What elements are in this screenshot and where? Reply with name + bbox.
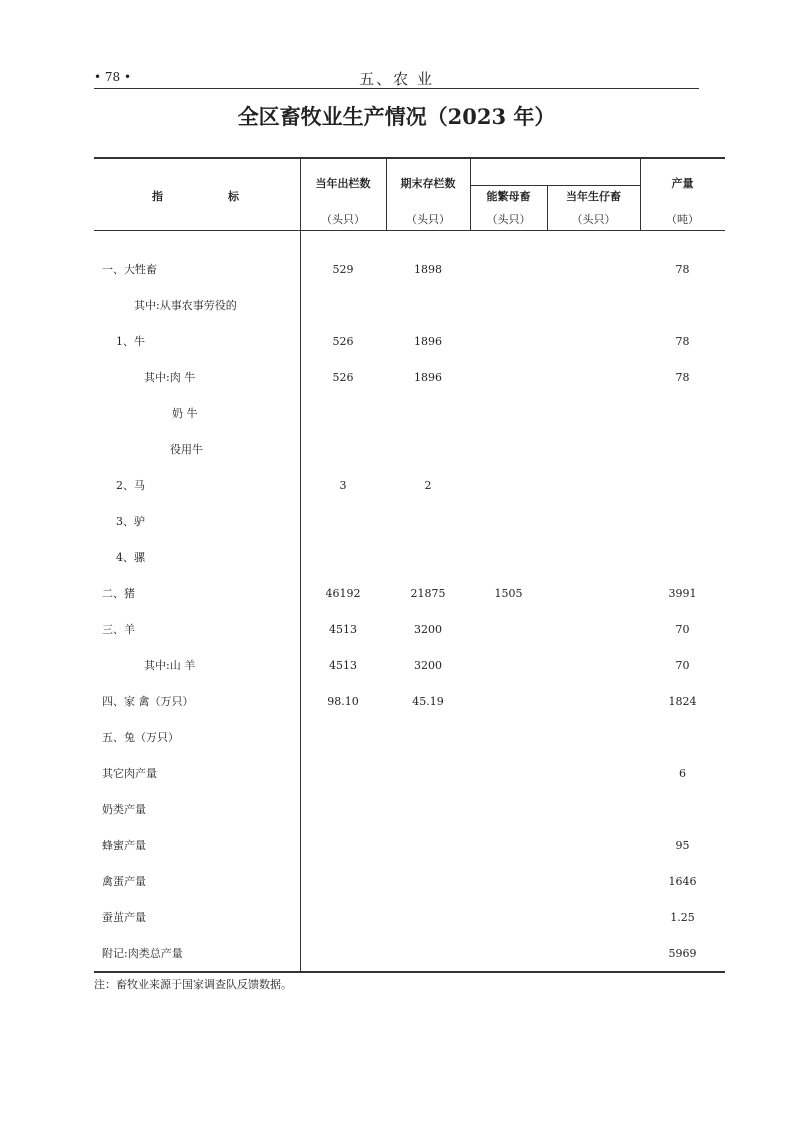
cell-col2: 1898 [414, 263, 442, 276]
header-col3: 能繁母畜 [486, 190, 531, 203]
cell-col5: 78 [675, 263, 690, 276]
row-label: 其它肉产量 [102, 767, 157, 780]
row-label: 2、马 [116, 479, 145, 492]
table-row [94, 657, 725, 675]
table-row [94, 873, 725, 891]
header-col1: 当年出栏数 [315, 177, 371, 190]
cell-col2: 3200 [414, 623, 442, 636]
row-label: 蚕茧产量 [102, 911, 146, 924]
unit-col1: （头只） [321, 213, 365, 226]
cell-col2: 21875 [410, 587, 446, 600]
row-label: 奶 牛 [172, 407, 198, 420]
row-label: 蜂蜜产量 [102, 839, 146, 852]
cell-col1: 3 [339, 479, 347, 492]
row-label: 役用牛 [170, 443, 203, 456]
row-label: 1、牛 [116, 335, 145, 348]
row-label: 附记:肉类总产量 [102, 947, 183, 960]
table-row [94, 369, 725, 387]
table-row [94, 729, 725, 747]
cell-col1: 98.10 [327, 695, 359, 708]
header-indicator-a: 指 [152, 190, 163, 203]
cell-col2: 45.19 [412, 695, 444, 708]
cell-col1: 4513 [329, 659, 357, 672]
row-label: 其中:山 羊 [144, 659, 196, 672]
cell-col5: 70 [675, 659, 690, 672]
cell-col5: 70 [675, 623, 690, 636]
cell-col5: 5969 [668, 947, 697, 960]
table-row [94, 801, 725, 819]
header-col5: 产量 [671, 177, 694, 190]
cell-col5: 1.25 [670, 911, 695, 924]
table-bottom-rule [94, 971, 725, 973]
table-row [94, 405, 725, 423]
header-rule [94, 88, 699, 89]
table-row [94, 333, 725, 351]
header-col4: 当年生仔畜 [566, 190, 621, 203]
header-col2: 期末存栏数 [400, 177, 456, 190]
cell-col3: 1505 [494, 587, 523, 600]
cell-col1: 46192 [325, 587, 361, 600]
table-row [94, 297, 725, 315]
table-row [94, 513, 725, 531]
row-label: 4、骡 [116, 551, 145, 564]
unit-col5: （吨） [666, 213, 699, 226]
footnote: 注：畜牧业来源于国家调查队反馈数据。 [94, 978, 292, 991]
cell-col5: 6 [679, 767, 686, 780]
cell-col1: 529 [332, 263, 354, 276]
table-top-rule [94, 157, 725, 159]
cell-col5: 1646 [668, 875, 697, 888]
row-label: 其中:从事农事劳役的 [134, 299, 237, 312]
cell-col2: 3200 [414, 659, 442, 672]
row-label: 一、大牲畜 [102, 263, 157, 276]
row-label: 3、驴 [116, 515, 145, 528]
table-row [94, 765, 725, 783]
cell-col5: 95 [675, 839, 690, 852]
table-row [94, 837, 725, 855]
unit-col2: （头只） [406, 213, 450, 226]
table-row [94, 945, 725, 963]
row-label: 三、羊 [102, 623, 135, 636]
unit-col3: （头只） [486, 213, 531, 226]
table-row [94, 693, 725, 711]
table-row [94, 441, 725, 459]
page-number: • 78 • [94, 70, 132, 84]
table-row [94, 477, 725, 495]
livestock-table [94, 157, 725, 972]
header-indicator-b: 标 [228, 190, 239, 203]
cell-col5: 78 [675, 335, 690, 348]
table-row [94, 621, 725, 639]
row-label: 五、兔（万只） [102, 731, 179, 744]
unit-col4: （头只） [571, 213, 616, 226]
cell-col1: 526 [332, 371, 354, 384]
cell-col5: 78 [675, 371, 690, 384]
table-row [94, 549, 725, 567]
section-title: 五、农 业 [359, 70, 434, 88]
table-row [94, 585, 725, 603]
cell-col1: 4513 [329, 623, 357, 636]
table-row [94, 909, 725, 927]
header-bottom-rule [94, 230, 725, 231]
cell-col2: 1896 [414, 335, 442, 348]
cell-col1: 526 [332, 335, 354, 348]
page-title: 全区畜牧业生产情况（2023 年） [237, 104, 556, 129]
cell-col5: 1824 [668, 695, 697, 708]
cell-col2: 1896 [414, 371, 442, 384]
row-label: 禽蛋产量 [102, 875, 146, 888]
cell-col5: 3991 [668, 587, 697, 600]
row-label: 奶类产量 [102, 803, 146, 816]
subheader-rule [470, 185, 640, 186]
cell-col2: 2 [424, 479, 432, 492]
row-label: 四、家 禽（万只） [102, 695, 194, 708]
row-label: 其中:肉 牛 [144, 371, 196, 384]
table-row [94, 261, 725, 279]
row-label: 二、猪 [102, 587, 135, 600]
